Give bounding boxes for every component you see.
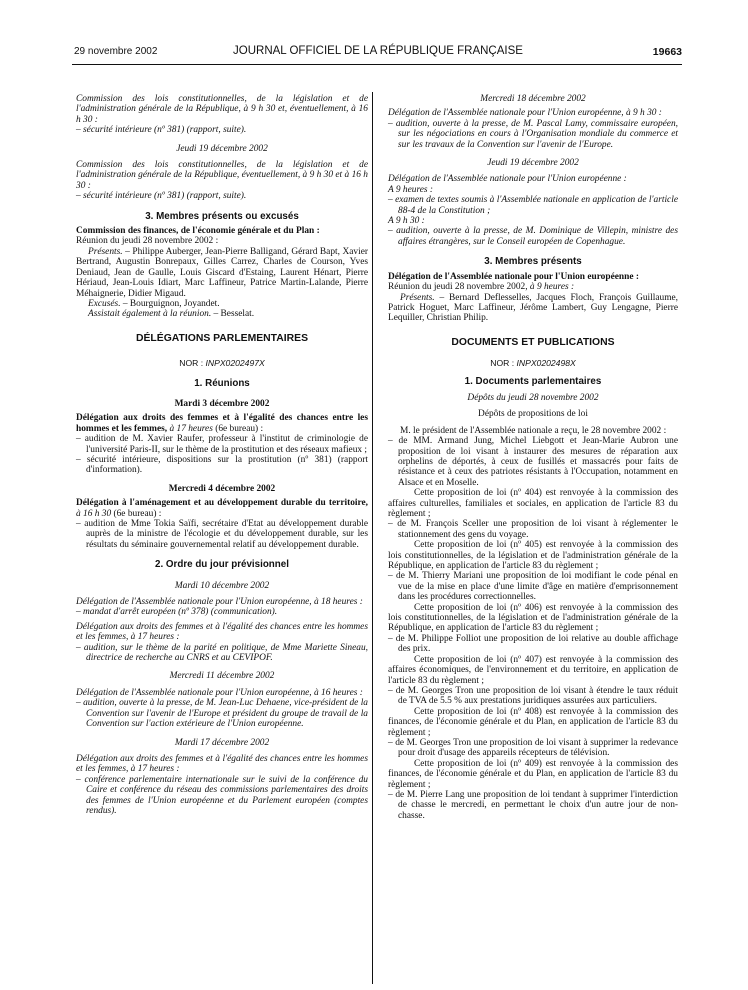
proposals-list — [388, 436, 678, 821]
date-heading: Jeudi 19 décembre 2002 — [176, 143, 268, 154]
list-item: – audition, ouverte à la presse, de M. Pascal Lamy, commissaire européen, sur les négociations en cours à l'Organisation mondiale du commerce et sur les travaux de la Convention sur l'avenir de l'Europe. — [388, 118, 678, 150]
meeting-date: Réunion du jeudi 28 novembre 2002, — [388, 282, 528, 293]
list-item: – de M. Georges Tron une proposition de loi visant à supprimer la redevance pour droit d'usage des appareils récepteurs de télévision. — [388, 737, 678, 759]
section-heading: 2. Ordre du jour prévisionnel — [155, 559, 289, 571]
page-header — [74, 46, 682, 60]
list-item: – de M. Philippe Folliot une proposition de loi relative au double affichage des prix. — [388, 633, 678, 655]
paragraph: Délégation aux droits des femmes et à l'égalité des chances entre les hommes et les femmes, à 17 heures : — [76, 621, 368, 643]
list-item: – de M. Thierry Mariani une proposition de loi modifiant le code pénal en vue de la mise en place d'une limite d'âge en matière d'emprisonnement dans les procédures correctionnelles. — [388, 571, 678, 603]
referral-paragraph: Cette proposition de loi (nº 404) est renvoyée à la commission des affaires culturelles, familiales et sociales, en application de l'article 83 du règlement ; — [388, 488, 678, 519]
list-item: – sécurité intérieure (nº 381) (rapport, suite). — [76, 191, 247, 202]
list-item: – de MM. Armand Jung, Michel Liebgott et Jean-Marie Aubron une proposition de loi visant à instaurer des mesures de réparation aux orphelins de déportés, à ceux de fusillés et massacrés pour faits de résistance et à ceux des patriotes résistants à l'Occupation, notamment en Alsace et en Moselle. — [388, 436, 678, 488]
list-item: – audition de Mme Tokia Saïfi, secrétaire d'Etat au développement durable auprès de la ministre de l'écologie et du développement durable, sur les résultats du séminaire gouvernemental relatif au développement durable. — [76, 519, 368, 550]
section-heading: 1. Documents parlementaires — [464, 375, 602, 387]
date-heading: Mardi 10 décembre 2002 — [174, 580, 270, 591]
date-heading: Mercredi 4 décembre 2002 — [168, 483, 276, 494]
time-label: A 9 heures : — [388, 184, 434, 195]
section-heading: 3. Membres présents — [484, 256, 582, 268]
referral-paragraph: Cette proposition de loi (nº 407) est renvoyée à la commission des affaires économiques, de l'environnement et du territoire, en application de l'article 83 du règlement ; — [388, 654, 678, 686]
paragraph: Délégation de l'Assemblée nationale pour l'Union européenne, à 9 h 30 : — [388, 108, 662, 119]
referral-paragraph: Cette proposition de loi (nº 409) est renvoyée à la commission des finances, de l'économie générale et du Plan, en application de l'article 83 du règlement ; — [388, 758, 678, 790]
list-item: – audition, sur le thème de la parité en politique, de Mme Mariette Sineau, directrice de recherche au CNRS et au CEVIPOF. — [76, 642, 368, 664]
attendee-list: – Besselat. — [211, 309, 255, 320]
subsection-heading: Dépôts de propositions de loi — [478, 409, 588, 420]
list-item: – audition, ouverte à la presse, de M. Jean-Luc Dehaene, vice-président de la Convention sur l'avenir de l'Europe et président du groupe de travail de la Convention sur l'action extérieure de l'Union européenne. — [76, 698, 368, 730]
paragraph: Délégation aux droits des femmes et à l'égalité des chances entre les hommes et les femmes, à 17 heures : — [76, 753, 368, 775]
paragraph: M. le président de l'Assemblée nationale a reçu, le 28 novembre 2002 : — [400, 425, 667, 436]
referral-paragraph: Cette proposition de loi (nº 406) est renvoyée à la commission des lois constitutionnelles, de la législation et de l'administration générale de la République, en application de l'article 83 du règlement ; — [388, 602, 678, 634]
paragraph: Délégation de l'Assemblée nationale pour l'Union européenne : — [388, 174, 627, 185]
label: Présents. — [400, 292, 435, 303]
delegation-name: Délégation de l'Assemblée nationale pour l'Union européenne : — [388, 271, 639, 282]
date-heading: Mardi 3 décembre 2002 — [174, 398, 270, 409]
list-item: – de M. François Sceller une proposition de loi visant à réglementer le stationnement des gens du voyage. — [388, 519, 678, 540]
paragraph: Commission des lois constitutionnelles, de la législation et de l'administration générale de la République, éventuellement, à 9 h 30 et à 16 h 30 : — [76, 160, 368, 191]
date-heading: Mercredi 18 décembre 2002 — [480, 94, 586, 104]
section-heading: 3. Membres présents ou excusés — [145, 210, 299, 222]
right-column: Mercredi 18 décembre 2002 Délégation de l'Assemblée nationale pour l'Union européenne, à 9 h 30 : – audition, ouverte à la presse, de M. Pascal Lamy, commissaire européen, sur les négociations en cours à l'Organisation mondiale du commerce et sur les travaux de la Convention sur l'avenir de l'Europe. Jeudi 19 décembre 2002 Délégation de l'Assemblée nationale pour l'Union européenne : A 9 heures : – examen de textes soumis à l'Assemblée nationale en application de l'article 88-4 de la Constitution ; A 9 h 30 : – audition, ouverte à la presse, de M. Dominique de Villepin, ministre des affaires étrangères, sur le Conseil européen de Copenhague. 3. Membres présents Délégation de l'Assemblée nationale pour l'Union européenne : Réunion du jeudi 28 novembre 2002, à 9 heures : Présents. – Bernard Deflesselles, Jacques Floch, François Guillaume, Patrick Hoguet, Marc Laffineur, Jérôme Lambert, Guy Lengagne, Pierre Lequiller, Christian Philip. DOCUMENTS ET PUBLICATIONS NOR : INPX0202498X 1. Documents parlementaires Dépôts du jeudi 28 novembre 2002 Dépôts de propositions de loi M. le président de l'Assemblée nationale a reçu, le 28 novembre 2002 : – de MM. Armand Jung, Michel Liebgott et Jean-Marie Aubron une proposition de loi visant à instaurer des mesures de réparation aux orphelins de déportés, à ceux de fusillés et massacrés pour faits de résistance et à ceux des patriotes résistants à l'Occupation, notamment en Alsace et en Moselle. Cette proposition de loi (nº 404) est renvoyée à la commission des affaires culturelles, familiales et sociales, en application de l'article 83 du règlement ; – de M. François Sceller une proposition de loi visant à réglementer le stationnement des gens du voyage. Cette proposition de loi (nº 405) est renvoyée à la commission des lois constitutionnelles, de la législation et de l'administration générale de la République, en application de l'article 83 du règlement ; – de M. Thierry Mariani une proposition de loi modifiant le code pénal en vue de la mise en place d'une limite d'âge en matière d'emprisonnement dans les procédures correctionnelles. Cette proposition de loi (nº 406) est renvoyée à la commission des lois constitutionnelles, de la législation et de l'administration générale de la République, en application de l'article 83 du règlement ; – de M. Philippe Folliot une proposition de loi relative au double affichage des prix. Cette proposition de loi (nº 407) est renvoyée à la commission des affaires économiques, de l'environnement et du territoire, en application de l'article 83 du règlement ; – de M. Georges Tron une proposition de loi visant à étendre le taux réduit de TVA de 5.5 % aux prestations juridiques assurées aux particuliers. Cette proposition de loi (nº 408) est renvoyée à la commission des finances, de l'économie générale et du Plan, en application de l'article 83 du règlement ; – de M. Georges Tron une proposition de loi visant à supprimer la redevance pour droit d'usage des appareils récepteurs de télévision. Cette proposition de loi (nº 409) est renvoyée à la commission des finances, de l'économie générale et du Plan, en application de l'article 83 du règlement ; – de M. Pierre Lang une proposition de loi tendant à supprimer l'interdiction de chasse le mercredi, en permettant le choix d'un autre jour de non-chasse. — [388, 94, 678, 821]
date-heading: Jeudi 19 décembre 2002 — [487, 158, 579, 169]
referral-paragraph: Cette proposition de loi (nº 408) est renvoyée à la commission des finances, de l'économie générale et du Plan, en application de l'article 83 du règlement ; — [388, 706, 678, 738]
referral-paragraph: Cette proposition de loi (nº 405) est renvoyée à la commission des lois constitutionnelles, de la législation et de l'administration générale de la République, en application de l'article 83 du règlement ; — [388, 540, 678, 572]
list-item: – examen de textes soumis à l'Assemblée nationale en application de l'article 88-4 de la Constitution ; — [388, 195, 678, 216]
list-item: – conférence parlementaire internationale sur le suivi de la conférence du Caire et conférence du réseau des commissions parlementaires des droits des femmes de l'Union européenne et du Parlement européen (comptes rendus). — [76, 774, 368, 816]
list-item: – mandat d'arrêt européen (nº 378) (communication). — [76, 607, 278, 618]
date-heading: Mercredi 11 décembre 2002 — [169, 671, 275, 682]
list-item: – audition de M. Xavier Raufer, professeur à l'institut de criminologie de l'université Paris-II, sur le thème de la prostitution et des réseaux mafieux ; — [76, 434, 368, 455]
list-item: – sécurité intérieure, dispositions sur la prostitution (nº 381) (rapport d'information). — [76, 454, 368, 476]
excused-list: – Bourguignon, Joyandet. — [120, 298, 220, 309]
label: Excusés. — [88, 298, 121, 309]
delegation-name: Délégation aux droits des femmes et à l'égalité des chances entre les hommes et les femmes, — [76, 413, 368, 434]
label: Assistait également à la réunion. — [88, 309, 212, 320]
list-item: – audition, ouverte à la presse, de M. Dominique de Villepin, ministre des affaires étrangères, sur le Conseil européen de Copenhague. — [388, 226, 678, 247]
list-item: – de M. Pierre Lang une proposition de loi tendant à supprimer l'interdiction de chasse le mercredi, en permettant le choix d'un autre jour de non-chasse. — [388, 789, 678, 821]
date-heading: Mardi 17 décembre 2002 — [174, 737, 270, 748]
meeting-date: Réunion du jeudi 28 novembre 2002 : — [76, 236, 219, 247]
section-heading: 1. Réunions — [194, 377, 250, 389]
paragraph: Commission des lois constitutionnelles, de la législation et de l'administration générale de la République, à 9 h 30 et, éventuellement, à 16 h 30 : — [76, 94, 368, 125]
part-heading: DÉLÉGATIONS PARLEMENTAIRES — [135, 332, 309, 344]
paragraph: Délégation de l'Assemblée nationale pour l'Union européenne, à 18 heures : — [76, 597, 363, 608]
list-item: – de M. Georges Tron une proposition de loi visant à étendre le taux réduit de TVA de 5.5 % aux prestations juridiques assurées aux particuliers. — [388, 685, 678, 707]
nor-reference: NOR : INPX0202497X — [179, 358, 265, 369]
paragraph: Délégation de l'Assemblée nationale pour l'Union européenne, à 16 heures : — [76, 687, 363, 698]
label: Présents. — [88, 246, 123, 257]
column-divider — [372, 92, 373, 984]
list-item: – sécurité intérieure (nº 381) (rapport, suite). — [76, 125, 247, 136]
subsection-heading: Dépôts du jeudi 28 novembre 2002 — [467, 392, 599, 403]
left-column: Commission des lois constitutionnelles, de la législation et de l'administration générale de la République, à 9 h 30 et, éventuellement, à 16 h 30 : – sécurité intérieure (nº 381) (rapport, suite). Jeudi 19 décembre 2002 Commission des lois constitutionnelles, de la législation et de l'administration générale de la République, éventuellement, à 9 h 30 et à 16 h 30 : – sécurité intérieure (nº 381) (rapport, suite). 3. Membres présents ou excusés Commission des finances, de l'économie générale et du Plan : Réunion du jeudi 28 novembre 2002 : Présents. – Philippe Auberger, Jean-Pierre Balligand, Gérard Bapt, Xavier Bertrand, Augustin Bonrepaux, Gilles Carrez, Charles de Courson, Yves Deniaud, Jean de Gaulle, Louis Giscard d'Estaing, Laurent Hénart, Pierre Hériaud, Jean-Louis Idiart, Marc Laffineur, Patrice Martin-Lalande, Pierre Méhaignerie, Didier Migaud. Excusés. – Bourguignon, Joyandet. Assistait également à la réunion. – Besselat. DÉLÉGATIONS PARLEMENTAIRES NOR : INPX0202497X 1. Réunions Mardi 3 décembre 2002 Délégation aux droits des femmes et à l'égalité des chances entre les hommes et les femmes, à 17 heures (6e bureau) : – audition de M. Xavier Raufer, professeur à l'institut de criminologie de l'université Paris-II, sur le thème de la prostitution et des réseaux mafieux ; – sécurité intérieure, dispositions sur la prostitution (nº 381) (rapport d'information). Mercredi 4 décembre 2002 Délégation à l'aménagement et au développement durable du territoire, à 16 h 30 (6e bureau) : – audition de Mme Tokia Saïfi, secrétaire d'Etat au développement durable auprès de la ministre de l'écologie et du développement durable, sur les résultats du séminaire gouvernemental relatif au développement durable. 2. Ordre du jour prévisionnel Mardi 10 décembre 2002 Délégation de l'Assemblée nationale pour l'Union européenne, à 18 heures : – mandat d'arrêt européen (nº 378) (communication). Délégation aux droits des femmes et à l'égalité des chances entre les hommes et les femmes, à 17 heures : – audition, sur le thème de la parité en politique, de Mme Mariette Sineau, directrice de recherche au CNRS et au CEVIPOF. Mercredi 11 décembre 2002 Délégation de l'Assemblée nationale pour l'Union européenne, à 16 heures : – audition, ouverte à la presse, de M. Jean-Luc Dehaene, vice-président de la Convention sur l'avenir de l'Europe et président du groupe de travail de la Convention sur l'action extérieure de l'Union européenne. Mardi 17 décembre 2002 Délégation aux droits des femmes et à l'égalité des chances entre les hommes et les femmes, à 17 heures : – conférence parlementaire internationale sur le suivi de la conférence du Caire et conférence du réseau des commissions parlementaires des droits des femmes de l'Union européenne et du Parlement européen (comptes rendus). — [76, 94, 368, 816]
members-list: – Bernard Deflesselles, Jacques Floch, François Guillaume, Patrick Hoguet, Marc Laffineur, Jérôme Lambert, Guy Lengagne, Pierre Lequiller, Christian Philip. — [388, 292, 678, 324]
nor-reference: NOR : INPX0202498X — [490, 358, 576, 369]
header-title: JOURNAL OFFICIEL DE LA RÉPUBLIQUE FRANÇAISE — [233, 45, 523, 57]
time-label: A 9 h 30 : — [388, 216, 425, 227]
header-rule — [72, 64, 682, 65]
committee-name: Commission des finances, de l'économie générale et du Plan : — [76, 226, 320, 237]
header-date: 29 novembre 2002 — [74, 46, 158, 57]
page-number: 19663 — [652, 46, 682, 58]
delegation-name: Délégation à l'aménagement et au développement durable du territoire, — [76, 498, 368, 509]
members-list: – Philippe Auberger, Jean-Pierre Balligand, Gérard Bapt, Xavier Bertrand, Augustin Bonrepaux, Gilles Carrez, Charles de Courson, Yves Deniaud, Jean de Gaulle, Louis Giscard d'Estaing, Laurent Hénart, Pierre Hériaud, Jean-Louis Idiart, Marc Laffineur, Patrice Martin-Lalande, Pierre Méhaignerie, Didier Migaud. — [76, 246, 368, 299]
part-heading: DOCUMENTS ET PUBLICATIONS — [451, 336, 615, 348]
